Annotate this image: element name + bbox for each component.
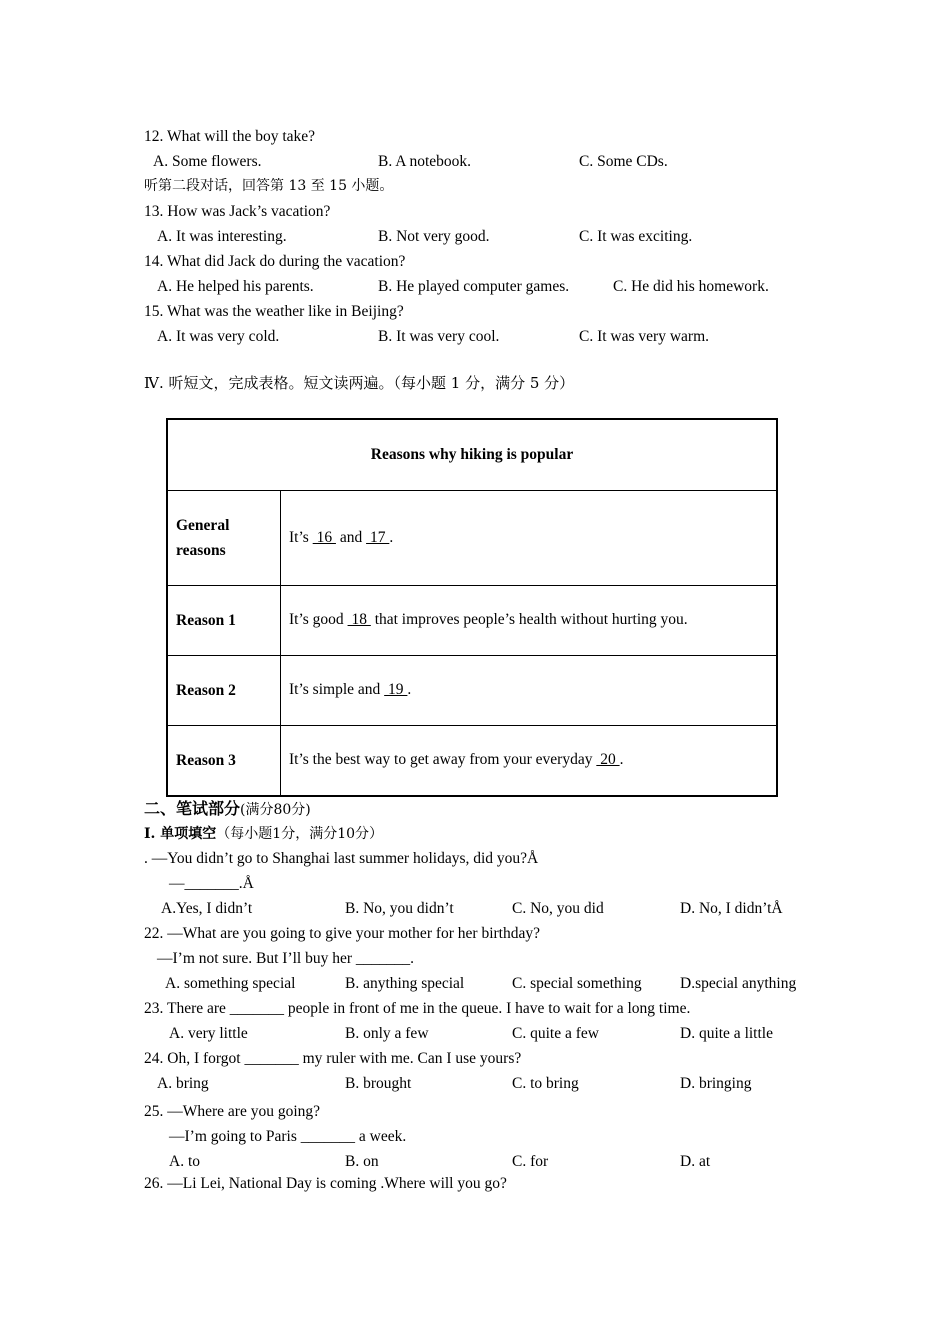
question-22: 22. —What are you going to give your mother for her birthday? bbox=[144, 925, 540, 942]
option-14c: C. He did his homework. bbox=[613, 278, 769, 295]
option-24a: A. bring bbox=[157, 1075, 209, 1092]
option-13a: A. It was interesting. bbox=[157, 228, 287, 245]
hiking-reasons-table bbox=[166, 418, 778, 797]
option-25a: A. to bbox=[169, 1153, 200, 1170]
question-25: 25. —Where are you going? bbox=[144, 1103, 321, 1120]
question-14: 14. What did Jack do during the vacation? bbox=[144, 253, 406, 270]
option-25c: C. for bbox=[512, 1153, 549, 1170]
text: that improves people’s health without hurting you. bbox=[370, 611, 688, 628]
row-content-reason-3 bbox=[281, 725, 778, 796]
option-23b: B. only a few bbox=[345, 1025, 429, 1042]
row-label-reason-3: Reason 3 bbox=[167, 725, 281, 796]
row-label-reason-2: Reason 2 bbox=[167, 655, 281, 725]
table-row bbox=[167, 490, 777, 585]
option-22c: C. special something bbox=[512, 975, 642, 992]
option-24d: D. bringing bbox=[680, 1075, 752, 1092]
text: . bbox=[389, 528, 394, 546]
text: and bbox=[335, 528, 367, 546]
row-label-reason-1: Reason 1 bbox=[167, 585, 281, 655]
option-13c: C. It was exciting. bbox=[579, 228, 693, 245]
section-4-heading: Ⅳ. 听短文，完成表格。短文读两遍。（每小题 1 分，满分 5 分） bbox=[144, 374, 575, 392]
option-15c: C. It was very warm. bbox=[579, 328, 709, 345]
question-26: 26. —Li Lei, National Day is coming .Where will you go? bbox=[144, 1175, 507, 1192]
table-row bbox=[167, 655, 777, 725]
text: It’s bbox=[289, 528, 313, 546]
text: . bbox=[407, 681, 412, 698]
row-content-reason-1 bbox=[281, 585, 778, 655]
option-23d: D. quite a little bbox=[680, 1025, 773, 1042]
question-23: 23. There are _______ people in front of me in the queue. I have to wait for a long time. bbox=[144, 1000, 691, 1017]
option-22d: D.special anything bbox=[680, 975, 797, 992]
option-25d: D. at bbox=[680, 1153, 711, 1170]
table-row bbox=[167, 585, 777, 655]
option-23c: C. quite a few bbox=[512, 1025, 599, 1042]
blank-18: 18 bbox=[347, 611, 371, 628]
option-21a: A.Yes, I didn’t bbox=[161, 900, 253, 917]
row-content-general bbox=[281, 490, 778, 585]
blank-17: 17 bbox=[366, 528, 390, 546]
option-21c: C. No, you did bbox=[512, 900, 604, 917]
row-content-reason-2 bbox=[281, 655, 778, 725]
single-choice-score: （每小题1分，满分10分） bbox=[216, 826, 384, 842]
option-13b: B. Not very good. bbox=[378, 228, 490, 245]
option-22a: A. something special bbox=[165, 975, 296, 992]
option-23a: A. very little bbox=[169, 1025, 248, 1042]
option-12a: A. Some flowers. bbox=[153, 153, 262, 170]
option-21d: D. No, I didn’tÅ bbox=[680, 900, 783, 917]
question-15: 15. What was the weather like in Beijing? bbox=[144, 303, 404, 320]
written-heading-title: 二、笔试部分 bbox=[144, 799, 241, 818]
single-choice-heading bbox=[144, 824, 383, 844]
option-25b: B. on bbox=[345, 1153, 379, 1170]
option-12c: C. Some CDs. bbox=[579, 153, 668, 170]
blank-20: 20 bbox=[596, 751, 620, 769]
written-heading-score: (满分80分) bbox=[240, 802, 311, 818]
option-22b: B. anything special bbox=[345, 975, 465, 992]
option-24c: C. to bring bbox=[512, 1075, 579, 1092]
written-heading bbox=[144, 799, 311, 820]
question-13: 13. How was Jack’s vacation? bbox=[144, 203, 331, 220]
blank-16: 16 bbox=[312, 528, 336, 546]
single-choice-title: Ⅰ. 单项填空 bbox=[144, 826, 217, 842]
table-title: Reasons why hiking is popular bbox=[167, 419, 777, 490]
text: It’s simple and bbox=[289, 681, 385, 698]
question-12: 12. What will the boy take? bbox=[144, 128, 316, 145]
row-label-general: General reasons bbox=[167, 490, 281, 585]
option-15b: B. It was very cool. bbox=[378, 328, 500, 345]
blank-19: 19 bbox=[384, 681, 408, 698]
question-21: . —You didn’t go to Shanghai last summer holidays, did you?Å bbox=[144, 850, 539, 867]
option-15a: A. It was very cold. bbox=[157, 328, 280, 345]
text: . bbox=[619, 751, 624, 769]
instruction-dialogue-2: 听第二段对话，回答第 13 至 15 小题。 bbox=[144, 178, 394, 194]
option-12b: B. A notebook. bbox=[378, 153, 472, 170]
option-21b: B. No, you didn’t bbox=[345, 900, 454, 917]
option-14a: A. He helped his parents. bbox=[157, 278, 314, 295]
text: It’s good bbox=[289, 611, 348, 628]
question-25-reply: —I’m going to Paris _______ a week. bbox=[169, 1128, 407, 1145]
table-row bbox=[167, 725, 777, 796]
question-24: 24. Oh, I forgot _______ my ruler with me. Can I use yours? bbox=[144, 1050, 522, 1067]
question-22-reply: —I’m not sure. But I’ll buy her _______. bbox=[157, 950, 415, 967]
option-24b: B. brought bbox=[345, 1075, 412, 1092]
text: It’s the best way to get away from your everyday bbox=[289, 751, 597, 769]
option-14b: B. He played computer games. bbox=[378, 278, 570, 295]
question-21-reply: —_______.Å bbox=[169, 875, 254, 892]
